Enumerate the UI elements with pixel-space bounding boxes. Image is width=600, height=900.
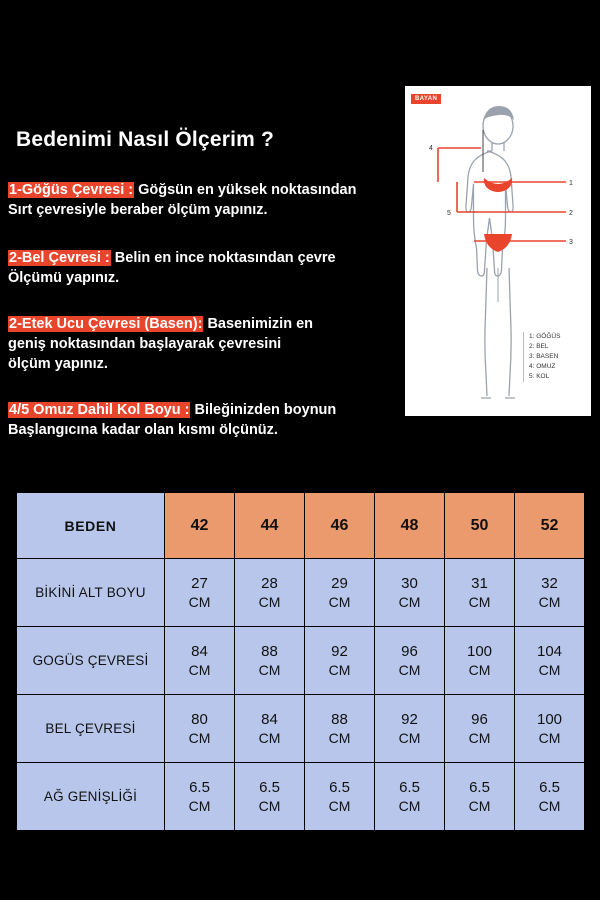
cell-r2-c1: 84 CM — [235, 695, 305, 763]
figure-legend — [523, 332, 560, 382]
svg-text:5: 5 — [447, 210, 451, 217]
legend-item-2: 2: BEL — [529, 343, 549, 350]
cell-r0-c0: 27 CM — [165, 559, 235, 627]
table-corner-label: BEDEN — [17, 493, 165, 559]
instruction-4 — [8, 400, 408, 440]
cell-r2-c3: 92 CM — [375, 695, 445, 763]
cell-r3-c4: 6.5 CM — [445, 763, 515, 831]
svg-text:4: 4 — [429, 145, 433, 152]
cell-r0-c4: 31 CM — [445, 559, 515, 627]
cell-r1-c4: 100 CM — [445, 627, 515, 695]
cell-r1-c1: 88 CM — [235, 627, 305, 695]
cell-r0-c2: 29 CM — [305, 559, 375, 627]
cell-r0-c5: 32 CM — [515, 559, 585, 627]
instruction-2-highlight: 2-Bel Çevresi : — [9, 250, 110, 266]
cell-r1-c2: 92 CM — [305, 627, 375, 695]
instruction-1-line2: Sırt çevresiyle beraber ölçüm yapınız. — [8, 202, 268, 218]
cell-r0-c1: 28 CM — [235, 559, 305, 627]
table-size-header-46: 46 — [305, 493, 375, 559]
instruction-1-rest: Göğsün en yüksek noktasından — [134, 182, 357, 198]
figure-tag-bayan: BAYAN — [411, 94, 441, 104]
instruction-1-highlight: 1-Göğüs Çevresi : — [9, 182, 134, 198]
instruction-2-rest: Belin en ince noktasından çevre — [110, 250, 336, 266]
instruction-2-line2: Ölçümü yapınız. — [8, 270, 120, 286]
table-size-header-44: 44 — [235, 493, 305, 559]
instruction-4-line2: Başlangıcına kadar olan kısmı ölçünüz. — [8, 422, 278, 438]
legend-item-1: 1: GÖĞÜS — [529, 333, 561, 340]
table-size-header-52: 52 — [515, 493, 585, 559]
row-label-bikini-alt-boyu: BİKİNİ ALT BOYU — [17, 559, 165, 627]
instruction-4-rest: Bileğinizden boynun — [190, 402, 337, 418]
measurement-figure-panel — [405, 86, 591, 416]
cell-r2-c2: 88 CM — [305, 695, 375, 763]
row-label-ag-genisligi: AĞ GENİŞLİĞİ — [17, 763, 165, 831]
cell-r1-c5: 104 CM — [515, 627, 585, 695]
legend-item-5: 5: KOL — [529, 373, 550, 380]
instruction-3-line3: ölçüm yapınız. — [8, 356, 108, 372]
female-body-diagram-icon — [405, 86, 591, 416]
svg-text:2: 2 — [569, 210, 573, 217]
instruction-3 — [8, 314, 408, 374]
table-row — [17, 627, 585, 695]
table-row — [17, 559, 585, 627]
svg-text:1: 1 — [569, 180, 573, 187]
cell-r2-c5: 100 CM — [515, 695, 585, 763]
cell-r3-c0: 6.5 CM — [165, 763, 235, 831]
cell-r2-c0: 80 CM — [165, 695, 235, 763]
cell-r3-c2: 6.5 CM — [305, 763, 375, 831]
cell-r3-c5: 6.5 CM — [515, 763, 585, 831]
row-label-bel-cevresi: BEL ÇEVRESİ — [17, 695, 165, 763]
table-row — [17, 695, 585, 763]
instruction-3-rest: Basenimizin en — [203, 316, 314, 332]
table-size-header-48: 48 — [375, 493, 445, 559]
instruction-3-line2: geniş noktasından başlayarak çevresini — [8, 336, 282, 352]
row-label-gogus-cevresi: GOGÜS ÇEVRESİ — [17, 627, 165, 695]
svg-text:3: 3 — [569, 239, 573, 246]
size-chart-table — [16, 492, 585, 831]
legend-item-4: 4: OMUZ — [529, 363, 556, 370]
instruction-3-highlight: 2-Etek Ucu Çevresi (Basen): — [9, 316, 203, 332]
table-header-row — [17, 493, 585, 559]
instruction-4-highlight: 4/5 Omuz Dahil Kol Boyu : — [9, 402, 190, 418]
cell-r0-c3: 30 CM — [375, 559, 445, 627]
cell-r2-c4: 96 CM — [445, 695, 515, 763]
table-size-header-42: 42 — [165, 493, 235, 559]
page-title: Bedenimi Nasıl Ölçerim ? — [16, 128, 275, 151]
cell-r1-c0: 84 CM — [165, 627, 235, 695]
cell-r3-c3: 6.5 CM — [375, 763, 445, 831]
instruction-1 — [8, 180, 408, 220]
legend-item-3: 3: BASEN — [529, 353, 559, 360]
cell-r3-c1: 6.5 CM — [235, 763, 305, 831]
table-size-header-50: 50 — [445, 493, 515, 559]
instruction-2 — [8, 248, 408, 288]
cell-r1-c3: 96 CM — [375, 627, 445, 695]
table-row — [17, 763, 585, 831]
